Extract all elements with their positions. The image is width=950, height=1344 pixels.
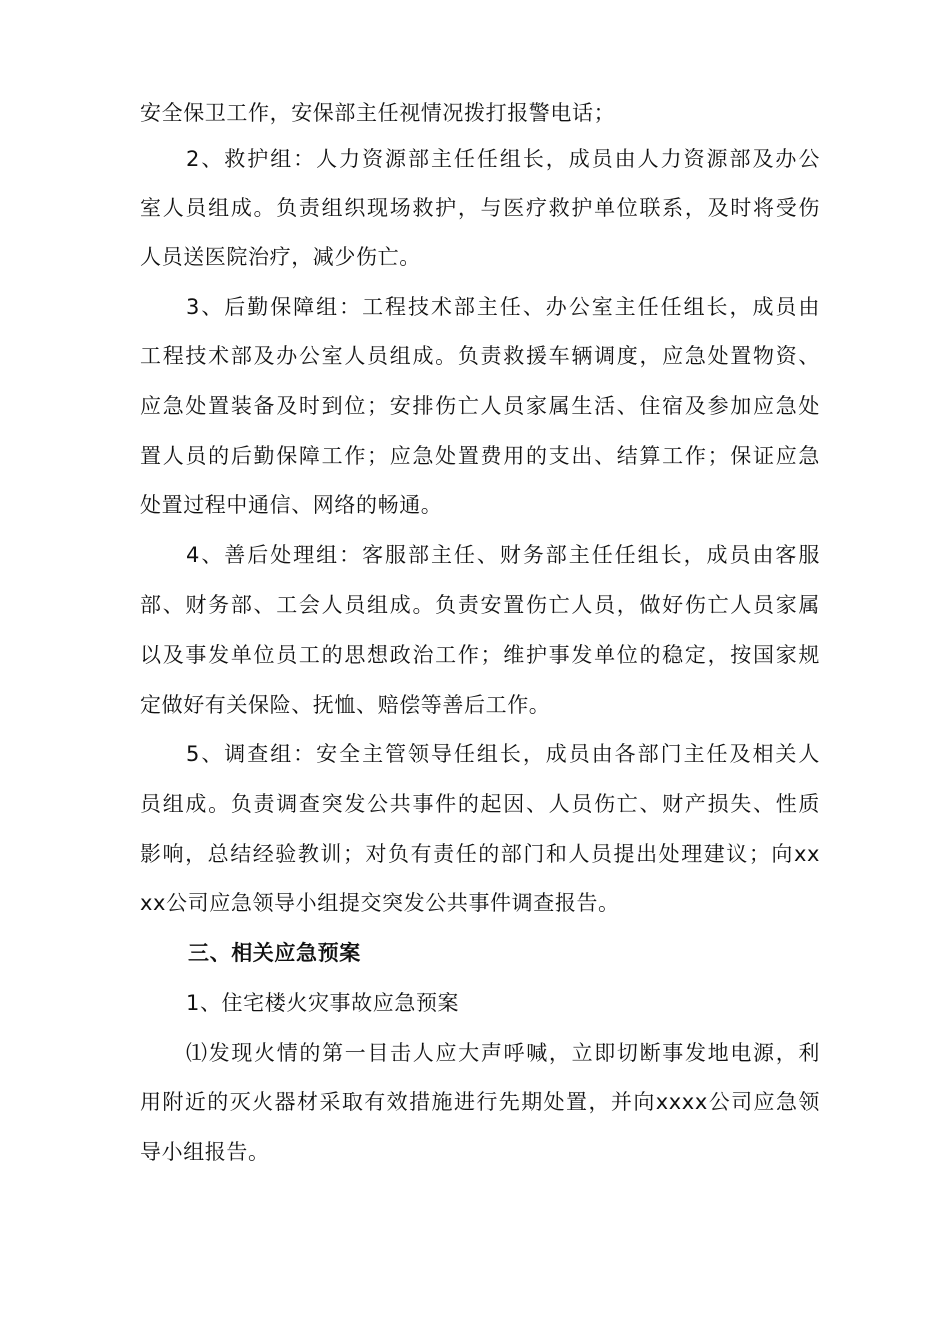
text-line: 处置过程中通信、网络的畅通。 — [140, 493, 443, 517]
section-heading: 三、相关应急预案 — [188, 941, 361, 965]
text-line: 定做好有关保险、抚恤、赔偿等善后工作。 — [140, 693, 551, 717]
text-line: 工程技术部及办公室人员组成。负责救援车辆调度，应急处置物资、 — [140, 344, 820, 368]
text-line: 置人员的后勤保障工作；应急处置费用的支出、结算工作；保证应急 — [140, 444, 820, 468]
text-line: 部、财务部、工会人员组成。负责安置伤亡人员，做好伤亡人员家属 — [140, 593, 820, 617]
text-line-item-4: 4、善后处理组：客服部主任、财务部主任任组长，成员由客服 — [186, 543, 820, 567]
text-line: 室人员组成。负责组织现场救护，与医疗救护单位联系，及时将受伤 — [140, 196, 820, 220]
text-line-item-5: 5、调查组：安全主管领导任组长，成员由各部门主任及相关人 — [186, 742, 820, 766]
text-line: 以及事发单位员工的思想政治工作；维护事发单位的稳定，按国家规 — [140, 643, 820, 667]
text-line-item-fire-1: ⑴发现火情的第一目击人应大声呼喊，立即切断事发地电源，利 — [186, 1041, 820, 1065]
text-line: xx公司应急领导小组提交突发公共事件调查报告。 — [140, 891, 620, 915]
text-line: 用附近的灭火器材采取有效措施进行先期处置，并向xxxx公司应急领 — [140, 1090, 820, 1114]
text-line: 安全保卫工作，安保部主任视情况拨打报警电话； — [140, 101, 616, 125]
text-line: 导小组报告。 — [140, 1140, 270, 1164]
text-line: 人员送医院治疗，减少伤亡。 — [140, 245, 421, 269]
text-line: 影响，总结经验教训；对负有责任的部门和人员提出处理建议；向xx — [140, 842, 820, 866]
text-line: 应急处置装备及时到位；安排伤亡人员家属生活、住宿及参加应急处 — [140, 394, 820, 418]
subsection-heading: 1、住宅楼火灾事故应急预案 — [186, 991, 460, 1015]
text-line: 员组成。负责调查突发公共事件的起因、人员伤亡、财产损失、性质 — [140, 792, 820, 816]
text-line-item-3: 3、后勤保障组：工程技术部主任、办公室主任任组长，成员由 — [186, 295, 820, 319]
text-line-item-2: 2、救护组：人力资源部主任任组长，成员由人力资源部及办公 — [186, 147, 820, 171]
